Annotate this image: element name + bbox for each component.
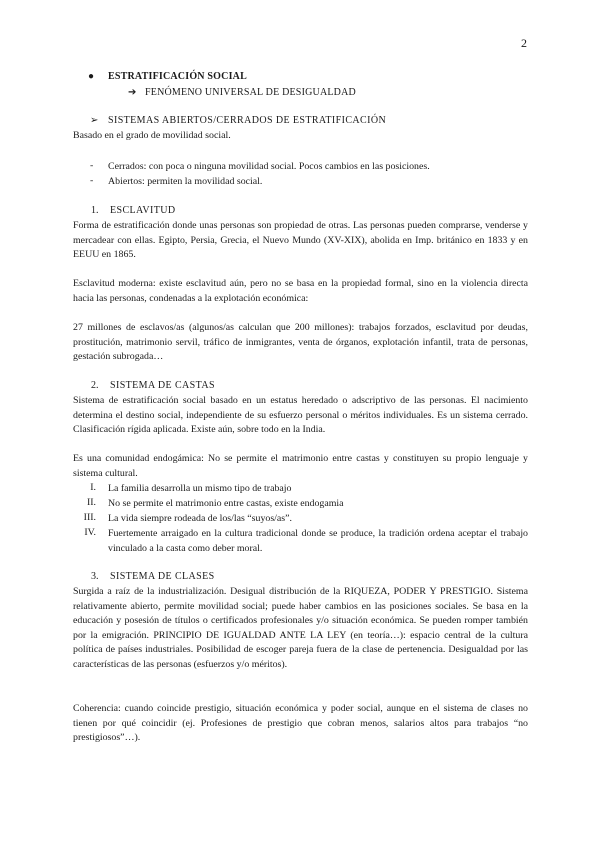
roman-numeral: II. <box>86 497 96 508</box>
bullet-icon: ● <box>88 71 95 82</box>
esclavitud-paragraph-3: 27 millones de esclavos/as (algunos/as calculan que 200 millones): trabajos forzados, esclavitud por deudas, prostitución, matrimonio servil, tráfico de inmigrantes, venta de órganos, explotación infantil, trata de personas, gestación subrogada… <box>73 322 528 363</box>
clases-paragraph-1: Surgida a raíz de la industrialización. Desigual distribución de la RIQUEZA, PODER Y PRESTIGIO. Sistema relativamente abierto, permite movilidad social; puede haber cambios en las posiciones sociales. Se basa en la educación y posesión de títulos o certificados profesionales y/o situación económica. Se pueden romper también por la emigración. PRINCIPIO DE IGUALDAD ANTE LA LEY (en teoría…): espacio central de la cultura política de países industriales. Posibilidad de escoger pareja fuera de la clase de pertenencia. Desigualdad por las características de las personas (esfuerzos y/o méritos). <box>73 586 528 670</box>
list-item-abiertos: Abiertos: permiten la movilidad social. <box>108 176 263 187</box>
sub-heading: FENÓMENO UNIVERSAL DE DESIGUALDAD <box>145 87 356 98</box>
roman-numeral: III. <box>83 512 96 523</box>
section-number: 1. <box>91 205 99 216</box>
esclavitud-paragraph-1: Forma de estratificación donde unas personas son propiedad de otras. Las personas pueden comprarse, venderse y mercadear con ellas. Egipto, Persia, Grecia, el Nuevo Mundo (XV-XIX), abolida en Imp. británico en 1833 y en EEUU en 1865. <box>73 220 528 261</box>
castas-paragraph-1: Sistema de estratificación social basado en un estatus heredado o adscriptivo de las personas. El nacimiento determina el destino social, independiente de su esfuerzo personal o méritos individuales. Es un sistema cerrado. Clasificación rígida aplicada. Existe aún, sobre todo en la India. <box>73 395 528 436</box>
section-title-abiertos-cerrados: SISTEMAS ABIERTOS/CERRADOS DE ESTRATIFICACIÓN <box>108 115 387 126</box>
main-heading: ESTRATIFICACIÓN SOCIAL <box>108 71 247 82</box>
section-title-esclavitud: ESCLAVITUD <box>110 205 176 216</box>
clases-paragraph-2: Coherencia: cuando coincide prestigio, situación económica y poder social, aunque en el sistema de clases no tienen por qué coincidir (ej. Profesiones de prestigio que cobran menos, salarios altos para trabajos “no prestigiosos”…). <box>73 703 528 744</box>
section-basis-text: Basado en el grado de movilidad social. <box>73 130 231 141</box>
page-number: 2 <box>521 36 527 50</box>
castas-list-item: No se permite el matrimonio entre castas, existe endogamia <box>108 498 344 509</box>
section-number: 3. <box>91 571 99 582</box>
list-item-cerrados: Cerrados: con poca o ninguna movilidad social. Pocos cambios en las posiciones. <box>108 161 430 172</box>
section-number: 2. <box>91 380 99 391</box>
castas-list-item: La familia desarrolla un mismo tipo de trabajo <box>108 483 292 494</box>
section-title-castas: SISTEMA DE CASTAS <box>110 380 215 391</box>
castas-list-item: Fuertemente arraigado en la cultura tradicional donde se produce, la tradición ordena aceptar el trabajo vinculado a la casta como deber moral. <box>108 528 528 554</box>
dash-marker: - <box>90 175 94 186</box>
arrowhead-icon: ➢ <box>90 115 99 126</box>
castas-paragraph-2: Es una comunidad endogámica: No se permite el matrimonio entre castas y constituyen su propio lenguaje y sistema cultural. <box>73 453 528 479</box>
arrow-icon: ➔ <box>128 87 137 98</box>
castas-list-item: La vida siempre rodeada de los/las “suyos/as”. <box>108 513 292 524</box>
dash-marker: - <box>90 160 94 171</box>
esclavitud-paragraph-2: Esclavitud moderna: existe esclavitud aún, pero no se basa en la propiedad formal, sino en la violencia directa hacia las personas, condenadas a la explotación económica: <box>73 278 528 304</box>
roman-numeral: I. <box>90 482 96 493</box>
roman-numeral: IV. <box>84 527 96 538</box>
section-title-clases: SISTEMA DE CLASES <box>110 571 215 582</box>
